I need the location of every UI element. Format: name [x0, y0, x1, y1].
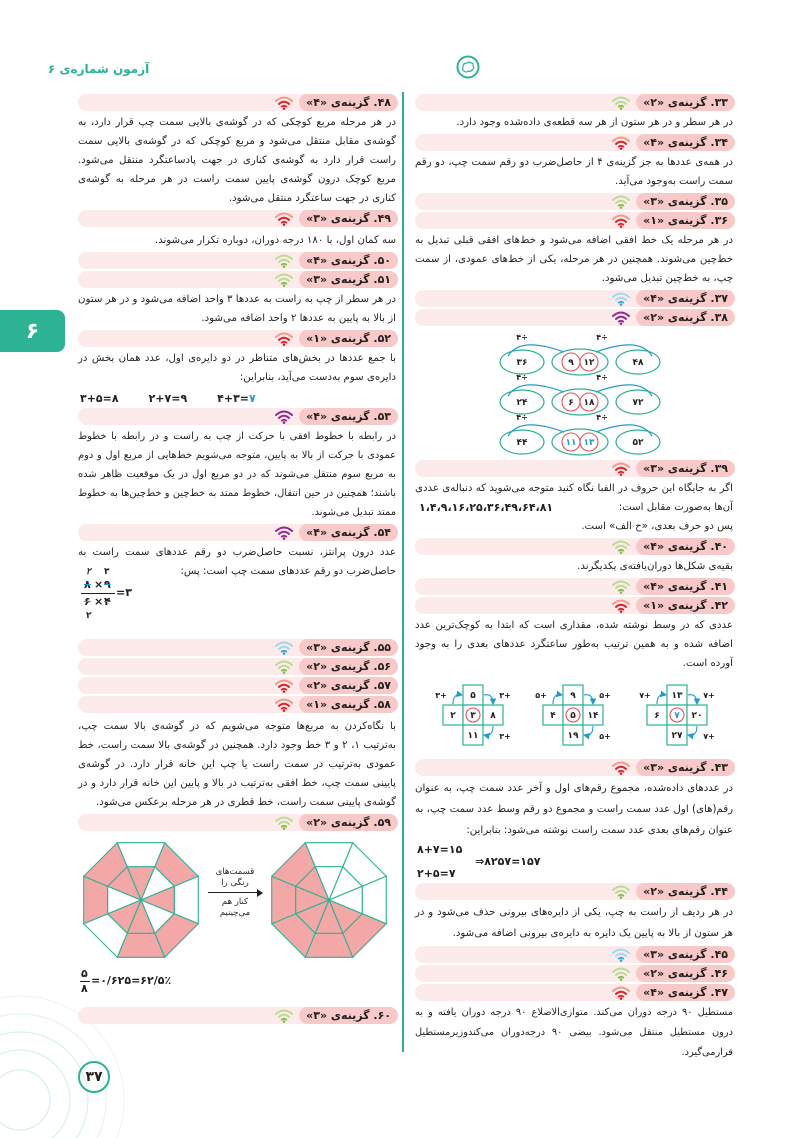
- answer-label: ۵۲. گزینه‌ی «۱»: [299, 330, 398, 347]
- step-label: +۵: [599, 732, 611, 741]
- difficulty-wifi-icon: [274, 660, 294, 674]
- arrow-right-icon: [204, 889, 266, 897]
- arrow: [584, 695, 593, 704]
- answer-label: ۴۹. گزینه‌ی «۳»: [299, 210, 398, 227]
- step-label: +۳: [435, 691, 447, 700]
- cell-number: ۲۷: [671, 731, 683, 741]
- center-number: ۳: [470, 711, 476, 721]
- ellipse-number: ۵۲: [632, 438, 644, 448]
- answer-row-56: [78, 658, 398, 675]
- explanation-text: در عددهای داده‌شده، مجموع رقم‌های اول و آخر عدد سمت چپ، به عنوان رقم(های) اول عدد سمت راست و مجموع دو رقم وسط عدد سمت چپ، به عنوان رقم‌های بعدی عدد سمت راست نوشته می‌شود: بنابراین:: [415, 783, 733, 836]
- answer-row-51: [78, 271, 398, 288]
- difficulty-wifi-icon: [611, 136, 631, 150]
- difficulty-wifi-icon: [611, 195, 631, 209]
- brain-icon: [456, 55, 480, 83]
- cell-number: ۴: [550, 711, 556, 721]
- answer-label: ۴۰. گزینه‌ی «۴»: [636, 538, 735, 555]
- explanation-text: در هر ردیف از راست به چپ، یکی از دایره‌های بیرونی حذف می‌شود و در هر ستون از بالا به پایین یک دایره به دایره‌ی بیرونی اضافه می‌شود.: [415, 907, 733, 939]
- caption-line: رنگی را: [221, 878, 249, 888]
- center-number: ۷: [674, 711, 680, 721]
- cell-number: ۲۰: [691, 711, 703, 721]
- difficulty-wifi-icon: [274, 526, 294, 540]
- arrow: [688, 726, 697, 735]
- difficulty-wifi-icon: [611, 761, 631, 775]
- answer-label: ۳۶. گزینه‌ی «۱»: [636, 212, 735, 229]
- difficulty-wifi-icon: [274, 410, 294, 424]
- answer-row-47: [415, 984, 735, 1001]
- answer-label: ۴۳. گزینه‌ی «۳»: [636, 759, 735, 776]
- numerator-digit: ۹: [104, 578, 111, 591]
- header-title: آزمون شماره‌ی ۶: [48, 62, 150, 76]
- difficulty-wifi-icon: [611, 599, 631, 613]
- chapter-tab: ۶: [0, 310, 65, 352]
- percent-result: =۰/۶۲۵=۶۲/۵٪: [91, 974, 172, 987]
- arrow: [657, 695, 666, 704]
- difficulty-wifi-icon: [611, 967, 631, 981]
- arrow: [484, 726, 493, 735]
- explanation-text: با جمع عددها در بخش‌های متناظر در دو دایره‌ی اول، عدد همان بخش در دایره‌ی سوم به‌دست می‌آید، بنابراین:: [78, 353, 396, 383]
- math-line: ۸+۷=۱۵: [417, 843, 463, 856]
- answer-row-52: [78, 330, 398, 347]
- answer-row-38: [415, 309, 735, 326]
- reduced-digit: ۲: [86, 611, 92, 621]
- explanation-text: سه کمان اول، با ۱۸۰ درجه دوران، دوباره تکرار می‌شوند.: [154, 235, 396, 246]
- difficulty-wifi-icon: [611, 214, 631, 228]
- answer-label: ۵۱. گزینه‌ی «۳»: [299, 271, 398, 288]
- ellipse-division-diagram: [415, 328, 735, 458]
- octagon-arranged: [264, 835, 394, 965]
- percent-math: [78, 965, 398, 999]
- denominator-digit: ۶: [84, 595, 91, 608]
- answer-row-36: [415, 212, 735, 229]
- spacer: [78, 629, 398, 639]
- answer-row-59: [78, 814, 398, 831]
- difficulty-wifi-icon: [274, 816, 294, 830]
- answer-label: ۵۹. گزینه‌ی «۲»: [299, 814, 398, 831]
- step-label: +۷: [639, 691, 651, 700]
- column-divider: [402, 92, 404, 1052]
- answer-label: ۵۶. گزینه‌ی «۲»: [299, 658, 398, 675]
- cell-number: ۱۱: [467, 731, 479, 741]
- difficulty-wifi-icon: [274, 1009, 294, 1023]
- step-label: +۳: [499, 691, 511, 700]
- inner-number: ۶: [568, 398, 574, 408]
- inner-number: ۱۸: [583, 398, 595, 408]
- inner-number: ۹: [568, 358, 574, 368]
- arrow: [688, 695, 697, 704]
- center-dot: [327, 898, 330, 901]
- answer-label: ۵۳. گزینه‌ی «۴»: [299, 408, 398, 425]
- cancellation-fraction: [78, 567, 398, 629]
- answer-label: ۳۴. گزینه‌ی «۴»: [636, 134, 735, 151]
- answer-row-41: [415, 578, 735, 595]
- math-expression: [217, 392, 256, 405]
- caption-line: می‌چینیم: [219, 908, 251, 918]
- cell-number: ۶: [654, 711, 660, 721]
- explanation-text: در هر مرحله یک خط افقی اضافه می‌شود و خط‌های افقی قبلی تبدیل به خط‌چین می‌شوند. همچنین در هر مرحله، یکی از خط‌های عمودی، از سمت چپ، به خط‌چین تبدیل می‌شود.: [415, 235, 733, 284]
- step-label: +۷: [703, 691, 715, 700]
- answer-label: ۶۰. گزینه‌ی «۳»: [299, 1007, 398, 1024]
- answer-label: ۳۵. گزینه‌ی «۳»: [636, 193, 735, 210]
- left-column: [78, 94, 398, 1026]
- division-label: ÷۴: [516, 333, 528, 342]
- numerator-digit: ۸: [84, 578, 91, 591]
- explanation-line: پس دو حرف بعدی، «ح الف» است.: [581, 521, 733, 532]
- arrow: [484, 695, 493, 704]
- math-answer: ۷: [249, 392, 256, 405]
- answer-row-43: [415, 759, 735, 776]
- cell-number: ۱۴: [587, 711, 599, 721]
- times-sign: ×: [94, 595, 104, 608]
- arrow-caption: [204, 867, 266, 919]
- inner-number: ۱۳: [583, 438, 595, 448]
- difficulty-wifi-icon: [274, 96, 294, 110]
- explanation-text: در رابطه با خطوط افقی با حرکت از چپ به راست و در رابطه با خطوط عمودی با حرکت از بالا به پایین، متوجه می‌شویم خط‌هایی از مربع اول و دوم به مربع سوم منتقل می‌شوند که در دو مربع اول در یک موقعیت ظاهر شده باشند؛ همچنین در حین انتقال، خطوط ممتد به خط‌چین و خط‌چین‌ها به خطوط ممتد تبدیل می‌شوند.: [78, 431, 396, 518]
- ellipse-number: ۳۶: [516, 358, 528, 368]
- explanation-text: مستطیل ۹۰ درجه دوران می‌کند. متوازی‌الاضلاع ۹۰ درجه دوران یافته و به درون مستطیل منتقل می‌شود. بیضی ۹۰ درجه‌دوران می‌کندوزیرمستطیل قرارمی‌گیرد.: [415, 1007, 733, 1058]
- difficulty-wifi-icon: [611, 292, 631, 306]
- fraction-bar: [81, 593, 115, 594]
- difficulty-wifi-icon: [611, 96, 631, 110]
- explanation-text: در همه‌ی عددها به جز گزینه‌ی ۴ از حاصل‌ضرب دو رقم سمت چپ، دو رقم سمت راست به‌وجود می‌آید.: [415, 157, 734, 187]
- difficulty-wifi-icon: [611, 311, 631, 325]
- inner-number: ۱۱: [565, 438, 577, 448]
- difficulty-wifi-icon: [611, 948, 631, 962]
- answer-row-54: [78, 524, 398, 541]
- cross-number-diagrams: [415, 675, 735, 755]
- answer-label: ۴۱. گزینه‌ی «۴»: [636, 578, 735, 595]
- arrow: [453, 695, 462, 704]
- answer-row-49: [78, 210, 398, 227]
- explanation-text: عدد درون پرانتز، نسبت حاصل‌ضرب دو رقم عددهای سمت راست به حاصل‌ضرب دو رقم عددهای سمت چپ است: پس:: [78, 547, 396, 577]
- division-label: ÷۴: [596, 333, 608, 342]
- division-label: ÷۴: [596, 373, 608, 382]
- answer-row-34: [415, 134, 735, 151]
- difficulty-wifi-icon: [611, 580, 631, 594]
- answer-row-45: [415, 946, 735, 963]
- difficulty-wifi-icon: [274, 679, 294, 693]
- answer-row-44: [415, 883, 735, 900]
- arrow: [553, 695, 562, 704]
- answer-label: ۳۳. گزینه‌ی «۲»: [636, 94, 735, 111]
- right-column: [415, 94, 735, 1065]
- answer-label: ۴۴. گزینه‌ی «۲»: [636, 883, 735, 900]
- answer-label: ۳۸. گزینه‌ی «۲»: [636, 309, 735, 326]
- ellipse-number: ۴۴: [516, 438, 528, 448]
- answer-row-39: [415, 460, 735, 477]
- spacer: [78, 999, 398, 1007]
- explanation-text: بقیه‌ی شکل‌ها دوران‌یافته‌ی یکدیگرند.: [577, 561, 733, 572]
- answer-label: ۴۶. گزینه‌ی «۲»: [636, 965, 735, 982]
- division-label: ÷۴: [516, 373, 528, 382]
- square-sequence: ۱،۴،۹،۱۶،۲۵،۳۶،۴۹،۶۴،۸۱: [419, 501, 554, 514]
- cell-number: ۵: [470, 691, 476, 701]
- times-sign: ×: [94, 578, 104, 591]
- inner-number: ۱۲: [583, 358, 595, 368]
- answer-row-40: [415, 538, 735, 555]
- difficulty-wifi-icon: [274, 212, 294, 226]
- page-number: ۳۷: [78, 1061, 110, 1093]
- answer-row-48: [78, 94, 398, 111]
- octagon-diagram: [78, 833, 398, 965]
- fraction-result: =۳: [116, 586, 132, 599]
- ellipse-number: ۴۸: [632, 358, 644, 368]
- difficulty-wifi-icon: [611, 986, 631, 1000]
- answer-row-42: [415, 597, 735, 614]
- center-number: ۵: [570, 711, 576, 721]
- difficulty-wifi-icon: [611, 462, 631, 476]
- ellipse-number: ۲۴: [516, 398, 528, 408]
- answer-row-55: [78, 639, 398, 656]
- fraction-numerator: ۵: [81, 967, 88, 980]
- answer-row-58: [78, 696, 398, 713]
- answer-label: ۴۵. گزینه‌ی «۳»: [636, 946, 735, 963]
- denominator-digit: ۴: [104, 595, 111, 608]
- center-dot: [139, 898, 142, 901]
- math-result: ⇒۸۲۵۷=۱۵۷: [475, 855, 541, 868]
- sum-math-row: [78, 389, 398, 408]
- difficulty-wifi-icon: [274, 641, 294, 655]
- caption-line: قسمت‌های: [215, 867, 255, 877]
- answer-row-57: [78, 677, 398, 694]
- answer-row-50: [78, 252, 398, 269]
- explanation-text: در هر مرحله مربع کوچکی که در گوشه‌ی بالایی سمت چپ قرار دارد، به گوشه‌ی مقابل منتقل می‌شود و مربع کوچکی که در گوشه‌ی بالایی سمت راست قرار دارد به گوشه‌ی کناری در جهت پادساعتگرد منتقل می‌شود. مربع کوچک درون گوشه‌ی پایین سمت راست در هر مرحله به گوشه‌ی کناری در جهت ساعتگرد منتقل می‌شود.: [78, 117, 396, 204]
- math-lhs: ۴+۳=: [217, 392, 250, 405]
- answer-label: ۵۵. گزینه‌ی «۳»: [299, 639, 398, 656]
- answer-row-53: [78, 408, 398, 425]
- answer-row-35: [415, 193, 735, 210]
- difficulty-wifi-icon: [274, 698, 294, 712]
- answer-label: ۴۸. گزینه‌ی «۴»: [299, 94, 398, 111]
- answer-label: ۴۷. گزینه‌ی «۴»: [636, 984, 735, 1001]
- difficulty-wifi-icon: [274, 332, 294, 346]
- reduced-digit: ۲: [86, 567, 91, 577]
- digit-sum-math: [415, 843, 735, 883]
- cell-number: ۱۹: [567, 731, 579, 741]
- octagon-scattered: [76, 835, 206, 965]
- explanation-text: عددی که در وسط نوشته شده، مقداری است که ابتدا به کوچک‌ترین عدد اضافه شده و به همین ترتیب به‌طور ساعتگرد عددهای بعدی را به وجود آورده است.: [415, 620, 733, 669]
- difficulty-wifi-icon: [274, 273, 294, 287]
- answer-label: ۵۴. گزینه‌ی «۴»: [299, 524, 398, 541]
- math-expression: ۳+۵=۸: [80, 392, 119, 405]
- answer-row-46: [415, 965, 735, 982]
- math-line: ۲+۵=۷: [417, 867, 456, 880]
- cell-number: ۲: [450, 711, 456, 721]
- division-label: ÷۴: [596, 413, 608, 422]
- step-label: +۳: [499, 732, 511, 741]
- difficulty-wifi-icon: [274, 254, 294, 268]
- fraction-denominator: ۸: [81, 982, 88, 995]
- cell-number: ۸: [490, 711, 496, 721]
- answer-label: ۵۷. گزینه‌ی «۲»: [299, 677, 398, 694]
- step-label: +۵: [535, 691, 547, 700]
- cell-number: ۱۳: [671, 691, 683, 701]
- ellipse-number: ۷۲: [632, 398, 644, 408]
- answer-label: ۵۰. گزینه‌ی «۴»: [299, 252, 398, 269]
- answer-row-37: [415, 290, 735, 307]
- explanation-text: [415, 479, 735, 536]
- answer-label: ۳۹. گزینه‌ی «۳»: [636, 460, 735, 477]
- step-label: +۵: [599, 691, 611, 700]
- caption-line: کنار هم: [221, 897, 249, 907]
- answer-label: ۴۲. گزینه‌ی «۱»: [636, 597, 735, 614]
- math-expression: ۲+۷=۹: [148, 392, 188, 405]
- difficulty-wifi-icon: [611, 885, 631, 899]
- answer-row-33: [415, 94, 735, 111]
- answer-label: ۵۸. گزینه‌ی «۱»: [299, 696, 398, 713]
- cell-number: ۹: [570, 691, 576, 701]
- arrow: [584, 726, 593, 735]
- division-label: ÷۴: [516, 413, 528, 422]
- explanation-text: با نگاه‌کردن به مربع‌ها متوجه می‌شویم که در گوشه‌ی بالا سمت چپ، به‌ترتیب ۱، ۲ و ۳ خط وجود دارد. همچنین در گوشه‌ی بالا سمت راست، خط عمودی به‌ترتیب در سمت راست یا چپ این خانه قرار دارد. در گوشه‌ی پایینی سمت چپ، خط افقی به‌ترتیب در بالا و پایین این خانه قرار دارد و در گوشه‌ی پایینی سمت راست، خط قطری در هر مرحله برعکس می‌شود.: [78, 721, 397, 808]
- explanation-text: در هر سطر از چپ به راست به عددها ۳ واحد اضافه می‌شود و در هر ستون از بالا به پایین به عددها ۲ واحد اضافه می‌شود.: [78, 294, 397, 324]
- step-label: +۷: [703, 732, 715, 741]
- answer-row-60: [78, 1007, 398, 1024]
- answer-label: ۳۷. گزینه‌ی «۴»: [636, 290, 735, 307]
- explanation-text: در هر سطر و در هر ستون از هر سه قطعه‌ی داده‌شده وجود دارد.: [456, 117, 733, 128]
- explanation-line: اگر به جایگاه این حروف در الفبا نگاه کنید متوجه می‌شوید که دنباله‌ی عددی آن‌ها به‌صورت مقابل است:: [415, 483, 733, 513]
- difficulty-wifi-icon: [611, 540, 631, 554]
- reduced-digit: ۳: [104, 567, 110, 577]
